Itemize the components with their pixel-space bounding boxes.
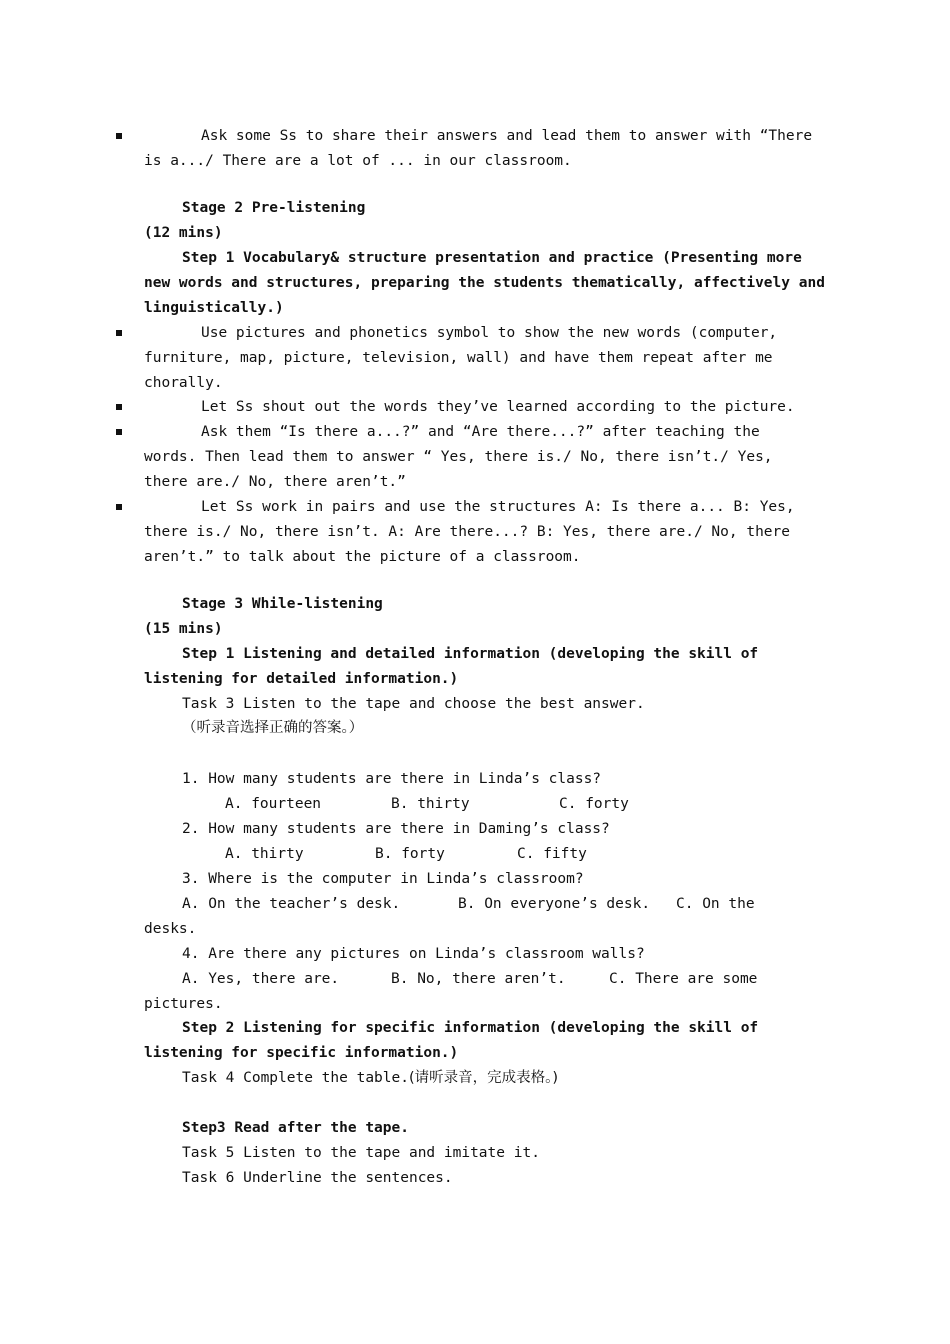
task-6-instruction: Task 6 Underline the sentences. <box>182 1170 453 1186</box>
question-4-option-c: C. There are some <box>609 971 758 987</box>
bullet-text: there is./ No, there isn’t. A: Are there...? B: Yes, there are./ No, there <box>144 524 791 540</box>
task-3-instruction: Task 3 Listen to the tape and choose the best answer. <box>182 696 645 712</box>
bullet-marker <box>116 133 122 139</box>
question-1-option-a: A. fourteen <box>225 796 322 812</box>
bullet-text: furniture, map, picture, television, wall) and have them repeat after me <box>144 350 773 366</box>
bullet-marker <box>116 429 122 435</box>
task-4-instruction <box>182 1066 558 1091</box>
stage-2-time: (12 mins) <box>144 225 223 241</box>
question-1-option-c: C. forty <box>559 796 629 812</box>
question-1: 1. How many students are there in Linda’s class? <box>182 771 602 787</box>
question-3: 3. Where is the computer in Linda’s classroom? <box>182 871 584 887</box>
question-2-option-c: C. fifty <box>517 846 587 862</box>
bullet-marker <box>116 504 122 510</box>
bullet-text: chorally. <box>144 375 223 391</box>
question-3-option-a: A. On the teacher’s desk. <box>182 896 401 912</box>
stage-2-step-1-heading: Step 1 Vocabulary& structure presentation and practice (Presenting more <box>182 250 802 266</box>
stage-3-step-3-heading: Step3 Read after the tape. <box>182 1120 409 1136</box>
bullet-text: Let Ss work in pairs and use the structures A: Is there a... B: Yes, <box>201 499 795 515</box>
stage-3-step-1-heading: listening for detailed information.) <box>144 671 459 687</box>
bullet-text: there are./ No, there aren’t.” <box>144 474 406 490</box>
task-3-instruction-cn: （听录音选择正确的答案。） <box>182 720 364 736</box>
question-3-option-c-continued: desks. <box>144 921 197 937</box>
task-4-text-cn: (请听录音，完成表格。) <box>408 1070 559 1086</box>
bullet-text: Ask them “Is there a...?” and “Are there...?” after teaching the <box>201 424 760 440</box>
stage-3-time: (15 mins) <box>144 621 223 637</box>
task-5-instruction: Task 5 Listen to the tape and imitate it. <box>182 1145 540 1161</box>
question-2: 2. How many students are there in Daming’s class? <box>182 821 610 837</box>
question-4-option-a: A. Yes, there are. <box>182 971 340 987</box>
stage-3-step-2-heading: Step 2 Listening for specific information (developing the skill of <box>182 1020 759 1036</box>
question-3-option-b: B. On everyone’s desk. <box>458 896 651 912</box>
stage-3-title: Stage 3 While-listening <box>182 596 383 612</box>
bullet-marker <box>116 330 122 336</box>
question-4: 4. Are there any pictures on Linda’s classroom walls? <box>182 946 645 962</box>
question-2-option-a: A. thirty <box>225 846 304 862</box>
question-4-option-c-continued: pictures. <box>144 996 223 1012</box>
stage-2-step-1-heading: linguistically.) <box>144 300 284 316</box>
bullet-text: is a.../ There are a lot of ... in our classroom. <box>144 153 572 169</box>
question-1-option-b: B. thirty <box>391 796 470 812</box>
question-3-option-c: C. On the <box>676 896 755 912</box>
question-4-option-b: B. No, there aren’t. <box>391 971 566 987</box>
bullet-text: Use pictures and phonetics symbol to show the new words (computer, <box>201 325 778 341</box>
question-2-option-b: B. forty <box>375 846 445 862</box>
bullet-text: words. Then lead them to answer “ Yes, there is./ No, there isn’t./ Yes, <box>144 449 773 465</box>
stage-3-step-1-heading: Step 1 Listening and detailed information (developing the skill of <box>182 646 759 662</box>
stage-2-step-1-heading: new words and structures, preparing the students thematically, affectively and <box>144 275 825 291</box>
task-4-text: Task 4 Complete the table. <box>182 1070 409 1086</box>
bullet-text: Ask some Ss to share their answers and lead them to answer with “There <box>201 128 813 144</box>
bullet-text: Let Ss shout out the words they’ve learned according to the picture. <box>201 399 795 415</box>
bullet-marker <box>116 404 122 410</box>
stage-2-title: Stage 2 Pre-listening <box>182 200 366 216</box>
stage-3-step-2-heading: listening for specific information.) <box>144 1045 459 1061</box>
bullet-text: aren’t.” to talk about the picture of a classroom. <box>144 549 581 565</box>
